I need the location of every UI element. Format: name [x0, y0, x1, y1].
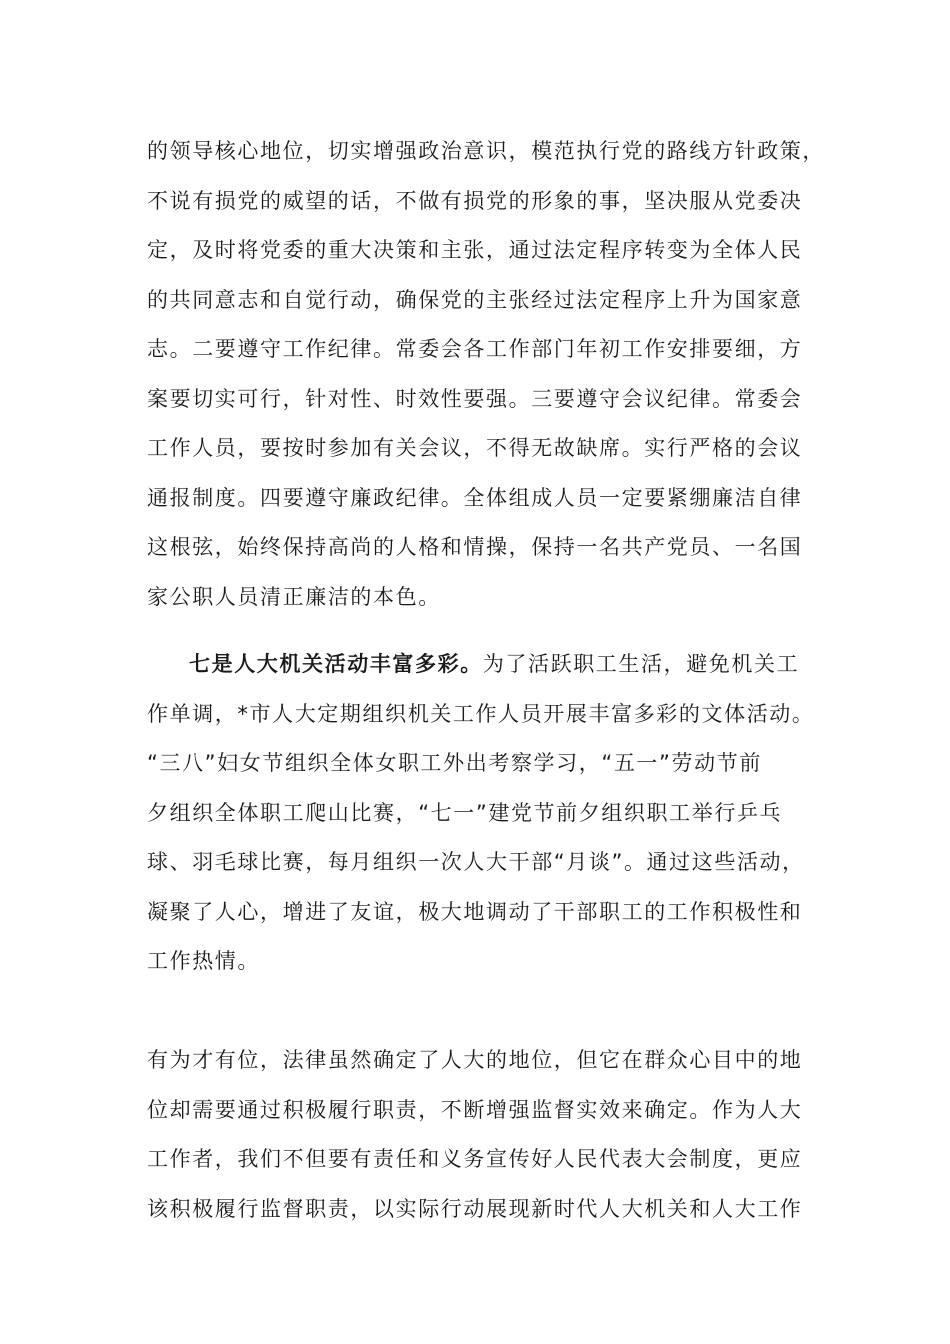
text-line: 凝聚了人心，增进了友谊，极大地调动了干部职工的工作积极性和 — [147, 899, 803, 924]
text-line-first-rest: 为了活跃职工生活，避免机关工 — [482, 652, 800, 676]
text-line: 的领导核心地位，切实增强政治意识，模范执行党的路线方针政策， — [147, 139, 825, 163]
text-line: 这根弦，始终保持高尚的人格和情操，保持一名共产党员、一名国 — [147, 535, 803, 559]
text-line: 作单调，*市人大定期组织机关工作人员开展丰富多彩的文体活动。 — [147, 701, 815, 726]
text-line: 的共同意志和自觉行动，确保党的主张经过法定程序上升为国家意 — [147, 287, 803, 312]
text-line: 通报制度。四要遵守廉政纪律。全体组成人员一定要紧绷廉洁自律 — [147, 485, 803, 510]
text-line: 志。二要遵守工作纪律。常委会各工作部门年初工作安排要细，方 — [147, 337, 803, 361]
paragraph-discipline — [147, 127, 837, 622]
text-line: 工作人员，要按时参加有关会议，不得无故缺席。实行严格的会议 — [147, 436, 803, 460]
text-line: 位却需要通过积极履行职责，不断增强监督实效来确定。作为人大 — [147, 1097, 803, 1122]
paragraph-conclusion — [147, 1036, 837, 1234]
text-line: 不说有损党的威望的话，不做有损党的形象的事，坚决服从党委决 — [147, 188, 803, 213]
text-line-first — [147, 640, 837, 690]
section-heading: 七是人大机关活动丰富多彩。 — [189, 652, 483, 676]
text-line: “三八”妇女节组织全体女职工外出考察学习，“五一”劳动节前 — [147, 751, 762, 775]
text-line: 家公职人员清正廉洁的本色。 — [147, 584, 441, 609]
paragraph-activities — [147, 640, 837, 987]
text-line: 有为才有位，法律虽然确定了人大的地位，但它在群众心目中的地 — [147, 1048, 803, 1072]
text-line: 工作者，我们不但要有责任和义务宣传好人民代表大会制度，更应 — [147, 1147, 803, 1171]
text-line: 定，及时将党委的重大决策和主张，通过法定程序转变为全体人民 — [147, 238, 803, 262]
text-line: 该积极履行监督职责，以实际行动展现新时代人大机关和人大工作 — [147, 1196, 803, 1221]
text-line: 工作热情。 — [147, 949, 260, 973]
text-line: 夕组织全体职工爬山比赛，“七一”建党节前夕组织职工举行乒乓 — [147, 800, 783, 825]
text-line: 球、羽毛球比赛，每月组织一次人大干部“月谈”。通过这些活动， — [147, 850, 805, 874]
text-line: 案要切实可行，针对性、时效性要强。三要遵守会议纪律。常委会 — [147, 386, 803, 411]
